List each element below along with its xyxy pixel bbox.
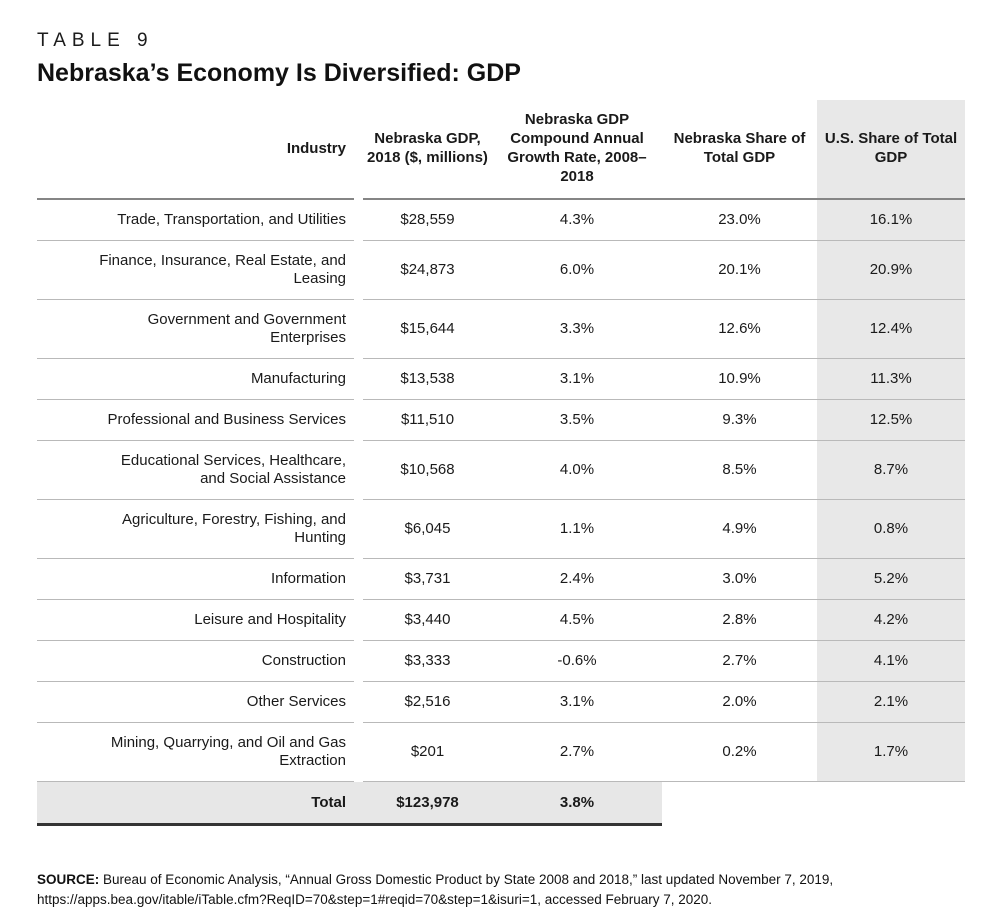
gdp-table — [37, 100, 965, 826]
cell-cagr: 4.5% — [492, 600, 662, 641]
cell-us-share: 11.3% — [817, 359, 965, 400]
cell-industry: Government and Government Enterprises — [37, 300, 354, 359]
cell-cagr: 4.0% — [492, 441, 662, 500]
cell-us-share: 1.7% — [817, 723, 965, 782]
column-gap — [354, 600, 363, 641]
table-row — [37, 600, 965, 641]
cell-us-share: 4.2% — [817, 600, 965, 641]
cell-us-share: 16.1% — [817, 199, 965, 241]
cell-us-share: 12.5% — [817, 400, 965, 441]
cell-gdp: $3,440 — [363, 600, 492, 641]
column-gap — [354, 241, 363, 300]
cell-industry: Information — [37, 559, 354, 600]
cell-us-share: 2.1% — [817, 682, 965, 723]
column-gap — [354, 400, 363, 441]
cell-gdp: $6,045 — [363, 500, 492, 559]
cell-industry: Construction — [37, 641, 354, 682]
cell-gdp: $201 — [363, 723, 492, 782]
table-row — [37, 199, 965, 241]
column-gap — [354, 199, 363, 241]
total-gdp: $123,978 — [363, 782, 492, 825]
table-row — [37, 300, 965, 359]
column-gap — [354, 500, 363, 559]
cell-cagr: 2.7% — [492, 723, 662, 782]
cell-cagr: 3.1% — [492, 682, 662, 723]
column-gap — [354, 441, 363, 500]
cell-us-share: 12.4% — [817, 300, 965, 359]
table-row — [37, 682, 965, 723]
table-body — [37, 199, 965, 782]
cell-industry: Educational Services, Healthcare, and Social Assistance — [37, 441, 354, 500]
cell-industry: Trade, Transportation, and Utilities — [37, 199, 354, 241]
total-label: Total — [37, 782, 354, 825]
total-row — [37, 782, 965, 825]
cell-cagr: 3.5% — [492, 400, 662, 441]
cell-gdp: $11,510 — [363, 400, 492, 441]
cell-industry: Mining, Quarrying, and Oil and Gas Extraction — [37, 723, 354, 782]
column-gap — [354, 782, 363, 825]
cell-ne-share: 12.6% — [662, 300, 817, 359]
table-row — [37, 641, 965, 682]
column-header-cagr: Nebraska GDP Compound Annual Growth Rate, 2008–2018 — [492, 100, 662, 199]
cell-cagr: 1.1% — [492, 500, 662, 559]
cell-gdp: $2,516 — [363, 682, 492, 723]
column-gap — [354, 559, 363, 600]
total-cagr: 3.8% — [492, 782, 662, 825]
cell-ne-share: 2.7% — [662, 641, 817, 682]
cell-ne-share: 10.9% — [662, 359, 817, 400]
cell-ne-share: 3.0% — [662, 559, 817, 600]
cell-industry: Leisure and Hospitality — [37, 600, 354, 641]
cell-ne-share: 9.3% — [662, 400, 817, 441]
cell-us-share: 0.8% — [817, 500, 965, 559]
cell-ne-share: 8.5% — [662, 441, 817, 500]
cell-ne-share: 23.0% — [662, 199, 817, 241]
column-gap — [354, 300, 363, 359]
table-row — [37, 241, 965, 300]
cell-gdp: $3,731 — [363, 559, 492, 600]
cell-ne-share: 2.0% — [662, 682, 817, 723]
cell-gdp: $13,538 — [363, 359, 492, 400]
table-row — [37, 723, 965, 782]
cell-ne-share: 0.2% — [662, 723, 817, 782]
table-row — [37, 441, 965, 500]
column-gap — [354, 359, 363, 400]
table-row — [37, 400, 965, 441]
cell-gdp: $10,568 — [363, 441, 492, 500]
total-empty-cell — [817, 782, 965, 825]
table-row — [37, 359, 965, 400]
cell-ne-share: 2.8% — [662, 600, 817, 641]
column-gap — [354, 723, 363, 782]
cell-industry: Professional and Business Services — [37, 400, 354, 441]
table-header — [37, 100, 965, 199]
cell-cagr: 6.0% — [492, 241, 662, 300]
cell-industry: Finance, Insurance, Real Estate, and Leasing — [37, 241, 354, 300]
cell-us-share: 5.2% — [817, 559, 965, 600]
cell-cagr: 3.3% — [492, 300, 662, 359]
source-label: SOURCE: — [37, 872, 100, 887]
table-number-label: TABLE 9 — [37, 30, 154, 51]
cell-us-share: 20.9% — [817, 241, 965, 300]
cell-gdp: $28,559 — [363, 199, 492, 241]
cell-ne-share: 20.1% — [662, 241, 817, 300]
table-row — [37, 559, 965, 600]
column-header-industry: Industry — [37, 100, 354, 199]
total-empty-cell — [662, 782, 817, 825]
column-gap — [354, 100, 363, 199]
cell-gdp: $24,873 — [363, 241, 492, 300]
cell-cagr: 4.3% — [492, 199, 662, 241]
source-text: Bureau of Economic Analysis, “Annual Gross Domestic Product by State 2008 and 2018,” last updated November 7, 2019, https://apps.bea.gov/itable/iTable.cfm?ReqID=70&step=1#reqid=70&step=1&isuri=1, accessed February 7, 2020. — [37, 872, 834, 908]
source-note — [37, 870, 963, 911]
cell-us-share: 8.7% — [817, 441, 965, 500]
cell-gdp: $15,644 — [363, 300, 492, 359]
cell-gdp: $3,333 — [363, 641, 492, 682]
cell-ne-share: 4.9% — [662, 500, 817, 559]
column-gap — [354, 641, 363, 682]
cell-industry: Other Services — [37, 682, 354, 723]
column-header-gdp: Nebraska GDP, 2018 ($, millions) — [363, 100, 492, 199]
column-gap — [354, 682, 363, 723]
table-footer — [37, 782, 965, 825]
cell-industry: Agriculture, Forestry, Fishing, and Hunting — [37, 500, 354, 559]
cell-us-share: 4.1% — [817, 641, 965, 682]
header-row — [37, 100, 965, 199]
cell-cagr: 2.4% — [492, 559, 662, 600]
table-row — [37, 500, 965, 559]
column-header-ne-share: Nebraska Share of Total GDP — [662, 100, 817, 199]
column-header-us-share: U.S. Share of Total GDP — [817, 100, 965, 199]
cell-cagr: -0.6% — [492, 641, 662, 682]
cell-cagr: 3.1% — [492, 359, 662, 400]
cell-industry: Manufacturing — [37, 359, 354, 400]
table-title: Nebraska’s Economy Is Diversified: GDP — [37, 59, 521, 87]
